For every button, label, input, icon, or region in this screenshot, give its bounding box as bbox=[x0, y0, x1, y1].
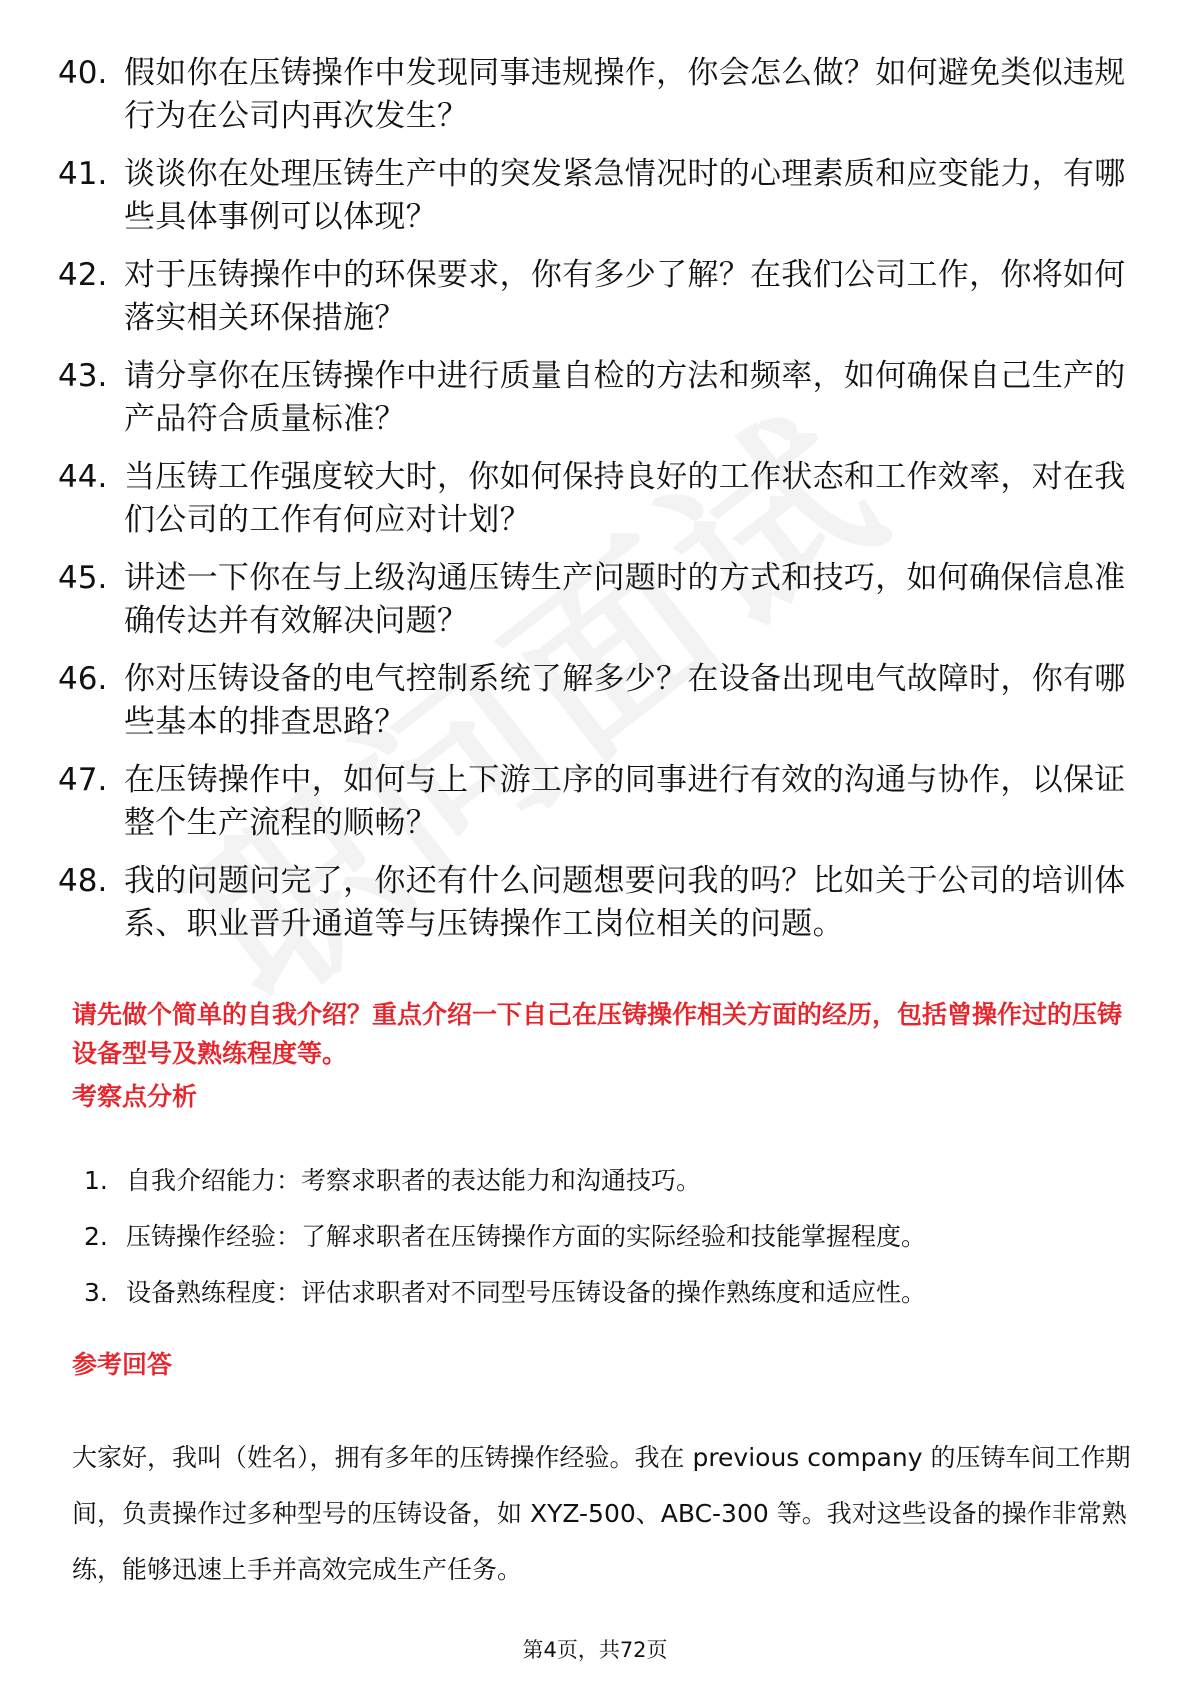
question-item bbox=[58, 759, 1138, 845]
question-text: 讲述一下你在与上级沟通压铸生产问题时的方式和技巧，如何确保信息准确传达并有效解决问题？ bbox=[124, 560, 1126, 639]
question-number: 44. bbox=[58, 459, 108, 495]
question-number: 43. bbox=[58, 358, 108, 394]
question-text: 假如你在压铸操作中发现同事违规操作，你会怎么做？如何避免类似违规行为在公司内再次发生？ bbox=[124, 55, 1126, 134]
analysis-text: 自我介绍能力：考察求职者的表达能力和沟通技巧。 bbox=[126, 1166, 702, 1195]
question-list bbox=[58, 52, 1138, 961]
question-item bbox=[58, 254, 1138, 340]
analysis-item bbox=[84, 1275, 1124, 1311]
analysis-heading: 考察点分析 bbox=[72, 1082, 198, 1111]
question-text: 对于压铸操作中的环保要求，你有多少了解？在我们公司工作，你将如何落实相关环保措施？ bbox=[124, 257, 1126, 336]
question-number: 46. bbox=[58, 661, 108, 697]
question-number: 41. bbox=[58, 156, 108, 192]
analysis-list bbox=[84, 1163, 1124, 1331]
question-number: 42. bbox=[58, 257, 108, 293]
question-item bbox=[58, 557, 1138, 643]
question-item bbox=[58, 153, 1138, 239]
featured-question: 请先做个简单的自我介绍？重点介绍一下自己在压铸操作相关方面的经历，包括曾操作过的压铸设备型号及熟练程度等。 bbox=[72, 1000, 1123, 1068]
analysis-text: 压铸操作经验：了解求职者在压铸操作方面的实际经验和技能掌握程度。 bbox=[126, 1222, 927, 1251]
question-text: 谈谈你在处理压铸生产中的突发紧急情况时的心理素质和应变能力，有哪些具体事例可以体现？ bbox=[124, 156, 1126, 235]
question-text: 在压铸操作中，如何与上下游工序的同事进行有效的沟通与协作，以保证整个生产流程的顺畅？ bbox=[124, 762, 1126, 841]
analysis-text: 设备熟练程度：评估求职者对不同型号压铸设备的操作熟练度和适应性。 bbox=[126, 1278, 927, 1307]
question-item bbox=[58, 658, 1138, 744]
question-item bbox=[58, 52, 1138, 138]
answer-paragraph: 大家好，我叫（姓名），拥有多年的压铸操作经验。我在 previous company 的压铸车间工作期间，负责操作过多种型号的压铸设备，如 XYZ-500、ABC-300 等。我对这些设备的操作非常熟练，能够迅速上手并高效完成生产任务。 bbox=[72, 1443, 1131, 1584]
page-footer: 第4页，共72页 bbox=[522, 1638, 668, 1662]
question-item bbox=[58, 860, 1138, 946]
analysis-number: 1. bbox=[84, 1166, 108, 1195]
question-text: 请分享你在压铸操作中进行质量自检的方法和频率，如何确保自己生产的产品符合质量标准？ bbox=[124, 358, 1126, 437]
analysis-item bbox=[84, 1219, 1124, 1255]
analysis-item bbox=[84, 1163, 1124, 1199]
question-number: 47. bbox=[58, 762, 108, 798]
analysis-number: 3. bbox=[84, 1278, 108, 1307]
analysis-number: 2. bbox=[84, 1222, 108, 1251]
question-text: 当压铸工作强度较大时，你如何保持良好的工作状态和工作效率，对在我们公司的工作有何应对计划？ bbox=[124, 459, 1126, 538]
question-text: 我的问题问完了，你还有什么问题想要问我的吗？比如关于公司的培训体系、职业晋升通道等与压铸操作工岗位相关的问题。 bbox=[124, 863, 1126, 942]
answer-heading: 参考回答 bbox=[72, 1350, 173, 1379]
question-number: 45. bbox=[58, 560, 108, 596]
question-number: 40. bbox=[58, 55, 108, 91]
question-number: 48. bbox=[58, 863, 108, 899]
question-item bbox=[58, 355, 1138, 441]
question-item bbox=[58, 456, 1138, 542]
question-text: 你对压铸设备的电气控制系统了解多少？在设备出现电气故障时，你有哪些基本的排查思路？ bbox=[124, 661, 1126, 740]
